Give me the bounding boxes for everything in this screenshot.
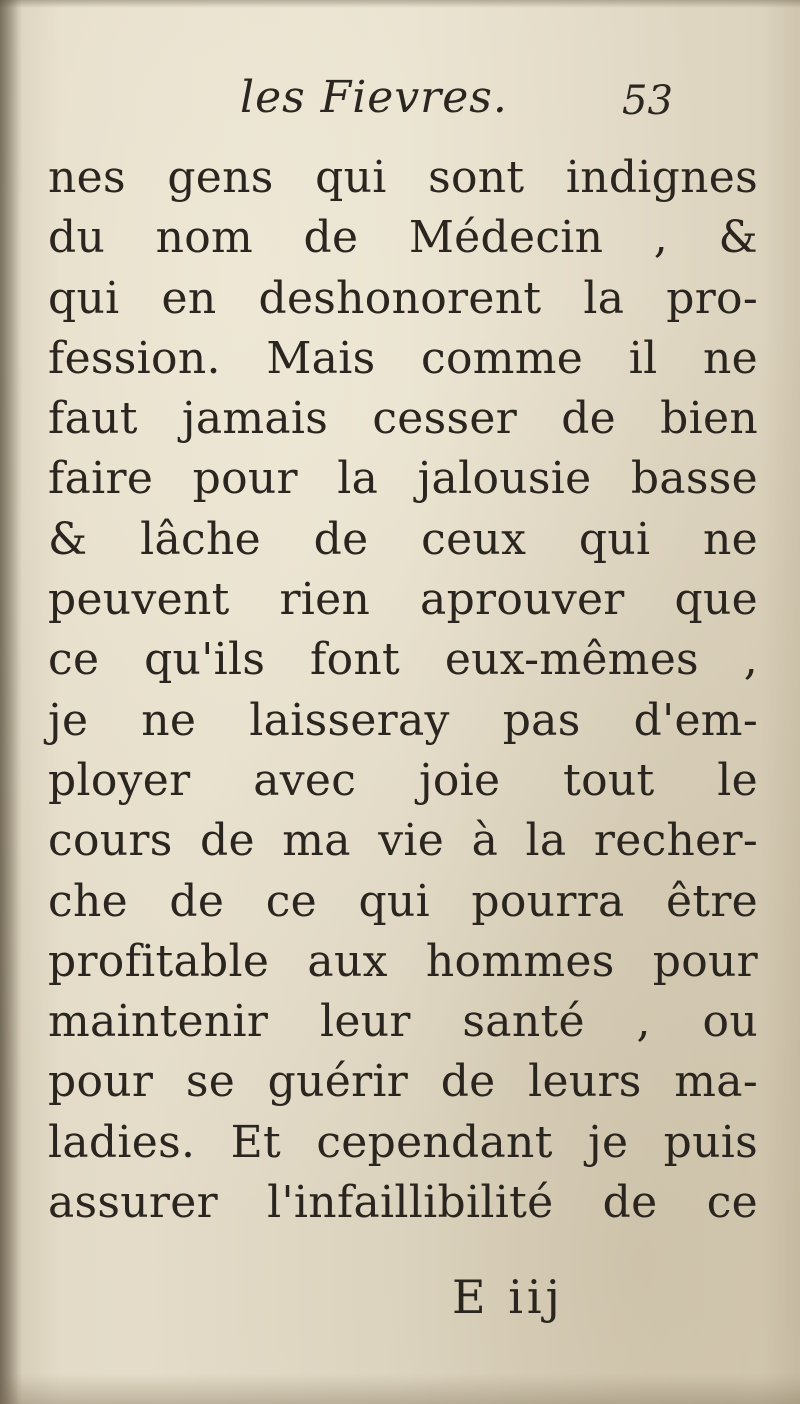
text-line: pour se guérir de leurs ma- bbox=[48, 1056, 758, 1108]
text-line: nes gens qui sont indignes bbox=[48, 152, 758, 203]
gutter-shadow bbox=[0, 0, 22, 1404]
text-line: ladies. Et cependant je puis bbox=[48, 1116, 758, 1168]
text-line: faire pour la jalousie basse bbox=[48, 453, 758, 505]
text-line: maintenir leur santé , ou bbox=[48, 996, 758, 1048]
text-line: che de ce qui pourra être bbox=[48, 875, 758, 927]
text-line: faut jamais cesser de bien bbox=[48, 393, 758, 445]
text-line: fession. Mais comme il ne bbox=[48, 332, 758, 384]
top-edge bbox=[0, 0, 800, 8]
text-line: & lâche de ceux qui ne bbox=[48, 513, 758, 565]
text-line: qui en deshonorent la pro- bbox=[48, 272, 758, 324]
text-line: profitable aux hommes pour bbox=[48, 935, 758, 987]
text-line: peuvent rien aprouver que bbox=[48, 574, 758, 626]
text-line: ployer avec joie tout le bbox=[48, 754, 758, 806]
signature-mark: E iij bbox=[452, 1270, 564, 1324]
page-number: 53 bbox=[622, 78, 673, 124]
text-line: du nom de Médecin , & bbox=[48, 212, 758, 264]
text-line: cours de ma vie à la recher- bbox=[48, 815, 758, 867]
page-header bbox=[0, 72, 800, 142]
body-text bbox=[48, 148, 758, 1233]
running-title: les Fievres. bbox=[240, 72, 508, 123]
text-line: je ne laisseray pas d'em- bbox=[48, 694, 758, 746]
bottom-edge bbox=[0, 1374, 800, 1404]
text-line: assurer l'infaillibilité de ce bbox=[48, 1177, 758, 1229]
text-line: ce qu'ils font eux-mêmes , bbox=[48, 634, 758, 686]
